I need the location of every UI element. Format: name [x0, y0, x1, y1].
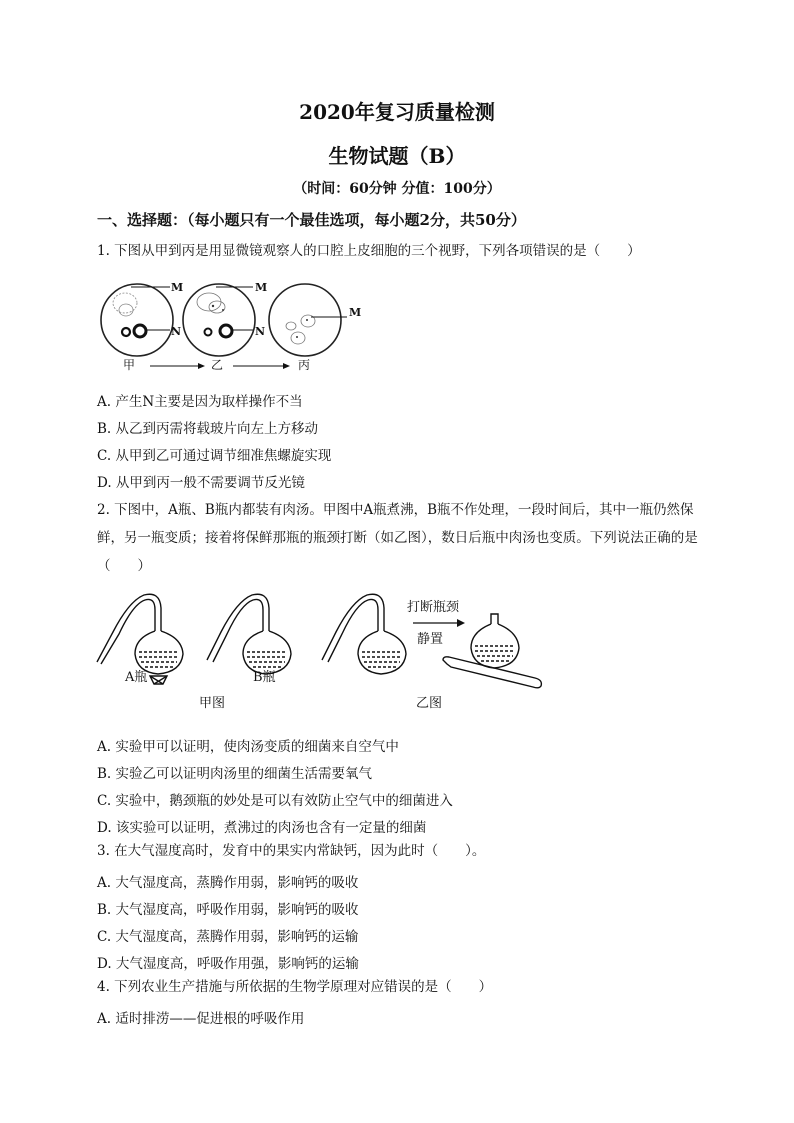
field-bing — [269, 284, 347, 356]
label-b-bottle: B瓶 — [253, 670, 276, 685]
q1-option-a: A. 产生N主要是因为取样操作不当 — [97, 394, 303, 410]
q1-microscope-figure — [95, 276, 375, 376]
fig1-label-yi: 乙 — [211, 358, 224, 372]
field-jia — [101, 284, 173, 356]
label-stand: 静置 — [417, 632, 444, 647]
q2-option-d: D. 该实验可以证明，煮沸过的肉汤也含有一定量的细菌 — [97, 820, 427, 836]
exam-title: 2020年复习质量检测 — [299, 100, 495, 124]
q3-option-a: A. 大气湿度高，蒸腾作用弱，影响钙的吸收 — [97, 875, 359, 891]
label-a-bottle: A瓶 — [125, 670, 148, 685]
flask-yi-intact — [322, 594, 406, 674]
q3-option-c: C. 大气湿度高，蒸腾作用弱，影响钙的运输 — [97, 929, 359, 945]
field-yi — [183, 284, 255, 356]
fig1-label-bing: 丙 — [298, 358, 311, 372]
fig1-label-m2: M — [255, 281, 268, 294]
exam-subtitle: 生物试题（B） — [328, 144, 466, 168]
q3-option-d: D. 大气湿度高，呼吸作用强，影响钙的运输 — [97, 956, 359, 972]
q1-option-c: C. 从甲到乙可通过调节细准焦螺旋实现 — [97, 448, 332, 464]
q1-option-b: B. 从乙到丙需将载玻片向左上方移动 — [97, 421, 319, 437]
q4-stem: 4. 下列农业生产措施与所依据的生物学原理对应错误的是（ ） — [97, 979, 493, 995]
q4-option-a: A. 适时排涝——促进根的呼吸作用 — [97, 1011, 305, 1027]
fig1-label-n1: N — [171, 325, 182, 338]
label-break-neck: 打断瓶颈 — [407, 600, 460, 615]
q2-flask-figure — [95, 592, 555, 717]
fig1-label-m1: M — [171, 281, 184, 294]
fig1-label-jia: 甲 — [123, 358, 136, 372]
q2-option-c: C. 实验中，鹅颈瓶的妙处是可以有效防止空气中的细菌进入 — [97, 793, 453, 809]
flask-b — [207, 594, 291, 674]
section-heading: 一、选择题：（每小题只有一个最佳选项，每小题2分，共50分） — [97, 211, 526, 229]
q2-stem: 2. 下图中，A瓶、B瓶内都装有肉汤。甲图中A瓶煮沸，B瓶不作处理，一段时间后，其中一瓶仍然保鲜，另一瓶变质；接着将保鲜那瓶的瓶颈打断（如乙图），数日后瓶中肉汤也变质。下列说法正确的是（ ） — [97, 502, 698, 574]
exam-meta: （时间：60分钟 分值：100分） — [293, 181, 501, 197]
q2-option-b: B. 实验乙可以证明肉汤里的细菌生活需要氧气 — [97, 766, 373, 782]
q1-stem: 1. 下图从甲到丙是用显微镜观察人的口腔上皮细胞的三个视野，下列各项错误的是（ ） — [97, 243, 641, 259]
q2-option-a: A. 实验甲可以证明，使肉汤变质的细菌来自空气中 — [97, 739, 399, 755]
q3-stem: 3. 在大气湿度高时，发育中的果实内常缺钙，因为此时（ ）。 — [97, 843, 486, 859]
q1-option-d: D. 从甲到丙一般不需要调节反光镜 — [97, 475, 305, 491]
fig1-label-m3: M — [349, 306, 362, 319]
q3-option-b: B. 大气湿度高，呼吸作用弱，影响钙的吸收 — [97, 902, 359, 918]
fig1-label-n2: N — [255, 325, 266, 338]
caption-fig-yi: 乙图 — [416, 696, 443, 711]
caption-fig-jia: 甲图 — [199, 696, 226, 711]
